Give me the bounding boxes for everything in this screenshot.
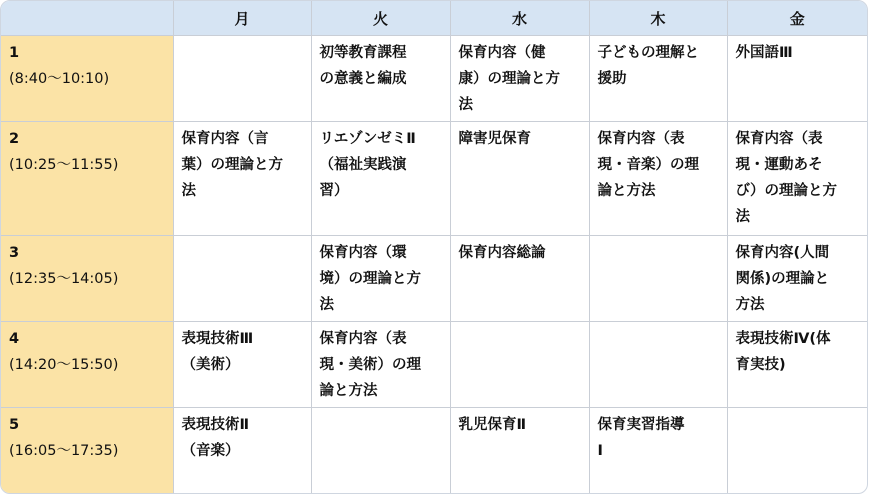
class-name: 保育実習指導 Ⅰ xyxy=(597,417,685,460)
class-cell xyxy=(589,408,727,493)
period-row-2 xyxy=(1,122,867,235)
class-name: 保育内容（表 現・美術）の理 論と方法 xyxy=(319,330,421,399)
period-time: (14:20〜15:50) xyxy=(9,356,119,373)
day-header-tue: 火 xyxy=(311,1,450,36)
class-name: リエゾンゼミⅡ （福祉実践演 習） xyxy=(319,131,416,200)
class-name: 保育内容総論 xyxy=(458,244,546,261)
corner-header xyxy=(1,1,173,36)
class-cell xyxy=(450,36,589,122)
class-cell xyxy=(727,408,867,493)
class-cell xyxy=(173,122,311,235)
class-name: 表現技術Ⅲ （美術） xyxy=(181,330,254,373)
class-cell xyxy=(311,321,450,407)
class-cell xyxy=(173,408,311,493)
class-name: 保育内容（表 現・運動あそ び）の理論と方 法 xyxy=(735,131,837,226)
class-name: 障害児保育 xyxy=(458,131,531,148)
class-cell xyxy=(311,408,450,493)
class-name: 保育内容（環 境）の理論と方 法 xyxy=(319,244,421,313)
class-cell xyxy=(727,235,867,321)
class-cell xyxy=(727,321,867,407)
class-name: 乳児保育Ⅱ xyxy=(458,417,527,434)
day-header-wed: 水 xyxy=(450,1,589,36)
class-cell xyxy=(589,36,727,122)
period-cell xyxy=(1,321,173,407)
class-cell xyxy=(450,235,589,321)
period-row-1 xyxy=(1,36,867,122)
period-time: (10:25〜11:55) xyxy=(9,157,119,174)
timetable xyxy=(1,1,867,493)
period-row-4 xyxy=(1,321,867,407)
period-cell xyxy=(1,122,173,235)
header-row xyxy=(1,1,867,36)
class-cell xyxy=(311,235,450,321)
period-cell xyxy=(1,235,173,321)
period-time: (12:35〜14:05) xyxy=(9,270,119,287)
period-number: 3 xyxy=(9,244,20,261)
day-header-fri: 金 xyxy=(727,1,867,36)
class-cell xyxy=(173,321,311,407)
class-cell xyxy=(589,321,727,407)
period-cell xyxy=(1,408,173,493)
period-time: (8:40〜10:10) xyxy=(9,71,110,87)
class-cell xyxy=(173,36,311,122)
class-name: 子どもの理解と 援助 xyxy=(597,45,699,87)
class-name: 保育内容（表 現・音楽）の理 論と方法 xyxy=(597,131,699,200)
class-name: 初等教育課程 の意義と編成 xyxy=(319,45,407,87)
class-cell xyxy=(311,122,450,235)
period-number: 4 xyxy=(9,330,20,347)
class-name: 表現技術Ⅳ(体 育実技) xyxy=(735,330,831,373)
class-name: 保育内容（健 康）の理論と方 法 xyxy=(458,45,560,113)
day-header-thu: 木 xyxy=(589,1,727,36)
class-name: 表現技術Ⅱ （音楽） xyxy=(181,417,250,460)
period-row-3 xyxy=(1,235,867,321)
class-cell xyxy=(173,235,311,321)
class-cell xyxy=(450,122,589,235)
class-name: 保育内容（言 葉）の理論と方 法 xyxy=(181,131,283,200)
class-name: 外国語Ⅲ xyxy=(735,45,793,61)
class-cell xyxy=(589,235,727,321)
period-time: (16:05〜17:35) xyxy=(9,443,119,460)
period-cell xyxy=(1,36,173,122)
class-cell xyxy=(450,321,589,407)
class-cell xyxy=(727,122,867,235)
class-cell xyxy=(450,408,589,493)
class-cell xyxy=(589,122,727,235)
class-name: 保育内容(人間 関係)の理論と 方法 xyxy=(735,244,830,313)
day-header-mon: 月 xyxy=(173,1,311,36)
class-cell xyxy=(727,36,867,122)
class-cell xyxy=(311,36,450,122)
period-number: 5 xyxy=(9,417,20,434)
period-number: 1 xyxy=(9,45,20,61)
period-number: 2 xyxy=(9,131,20,148)
period-row-5 xyxy=(1,408,867,493)
